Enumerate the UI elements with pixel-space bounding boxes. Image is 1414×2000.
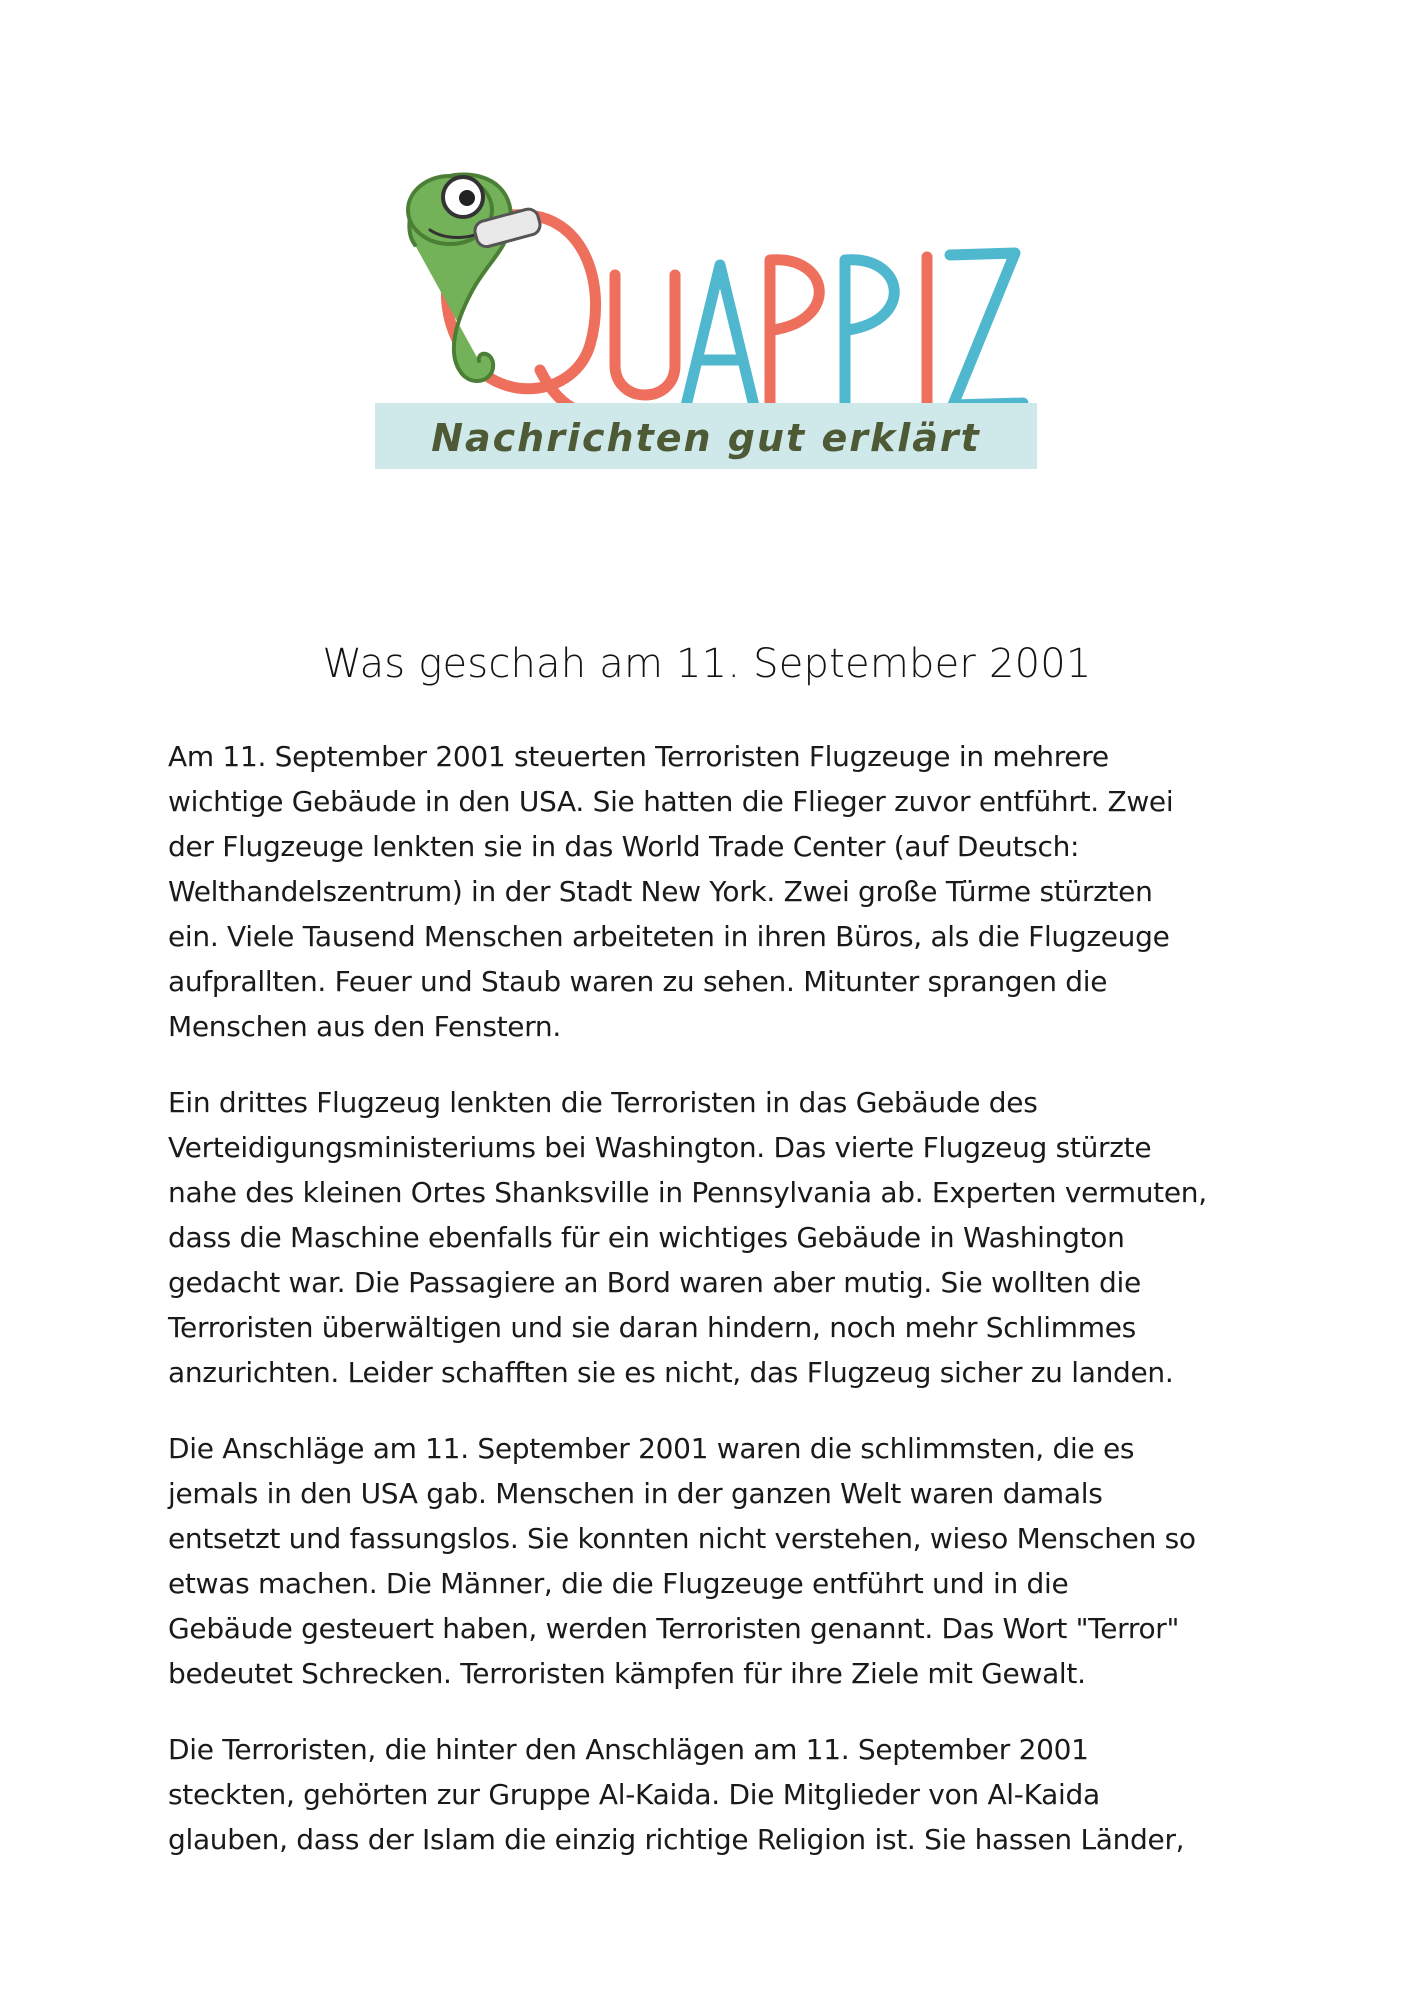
paragraph-2 <box>168 1080 1276 1395</box>
text-line: Verteidigungsministeriums bei Washington. Das vierte Flugzeug stürzte <box>168 1131 1152 1164</box>
text-line: etwas machen. Die Männer, die die Flugzeuge entführt und in die <box>168 1567 1069 1600</box>
text-line: entsetzt und fassungslos. Sie konnten nicht verstehen, wieso Menschen so <box>168 1522 1196 1555</box>
text-line: Gebäude gesteuert haben, werden Terroristen genannt. Das Wort "Terror" <box>168 1612 1180 1645</box>
text-line: Die Terroristen, die hinter den Anschlägen am 11. September 2001 <box>168 1733 1089 1766</box>
text-line: dass die Maschine ebenfalls für ein wichtiges Gebäude in Washington <box>168 1221 1125 1254</box>
text-line: gedacht war. Die Passagiere an Bord waren aber mutig. Sie wollten die <box>168 1266 1141 1299</box>
text-line: Terroristen überwältigen und sie daran hindern, noch mehr Schlimmes <box>168 1311 1136 1344</box>
article-body <box>168 734 1276 1893</box>
text-line: Die Anschläge am 11. September 2001 waren die schlimmsten, die es <box>168 1432 1135 1465</box>
quappiz-logo <box>375 155 1040 475</box>
text-line: Ein drittes Flugzeug lenkten die Terroristen in das Gebäude des <box>168 1086 1038 1119</box>
text-line: anzurichten. Leider schafften sie es nicht, das Flugzeug sicher zu landen. <box>168 1356 1174 1389</box>
text-line: Welthandelszentrum) in der Stadt New York. Zwei große Türme stürzten <box>168 875 1153 908</box>
paragraph-1 <box>168 734 1276 1049</box>
text-line: steckten, gehörten zur Gruppe Al-Kaida. Die Mitglieder von Al-Kaida <box>168 1778 1100 1811</box>
text-line: jemals in den USA gab. Menschen in der ganzen Welt waren damals <box>168 1477 1103 1510</box>
paragraph-4 <box>168 1727 1276 1862</box>
text-line: aufprallten. Feuer und Staub waren zu sehen. Mitunter sprangen die <box>168 965 1108 998</box>
text-line: glauben, dass der Islam die einzig richtige Religion ist. Sie hassen Länder, <box>168 1823 1185 1856</box>
logo-tagline: Nachrichten gut erklärt <box>431 416 981 460</box>
paragraph-3 <box>168 1426 1276 1696</box>
page-title: Was geschah am 11. September 2001 <box>322 641 1092 687</box>
text-line: Menschen aus den Fenstern. <box>168 1010 561 1043</box>
text-line: Am 11. September 2001 steuerten Terroristen Flugzeuge in mehrere <box>168 740 1109 773</box>
text-line: bedeutet Schrecken. Terroristen kämpfen für ihre Ziele mit Gewalt. <box>168 1657 1086 1690</box>
text-line: der Flugzeuge lenkten sie in das World Trade Center (auf Deutsch: <box>168 830 1080 863</box>
text-line: ein. Viele Tausend Menschen arbeiteten in ihren Büros, als die Flugzeuge <box>168 920 1170 953</box>
quappiz-logo-graphic <box>375 155 1040 475</box>
text-line: wichtige Gebäude in den USA. Sie hatten die Flieger zuvor entführt. Zwei <box>168 785 1174 818</box>
text-line: nahe des kleinen Ortes Shanksville in Pennsylvania ab. Experten vermuten, <box>168 1176 1207 1209</box>
